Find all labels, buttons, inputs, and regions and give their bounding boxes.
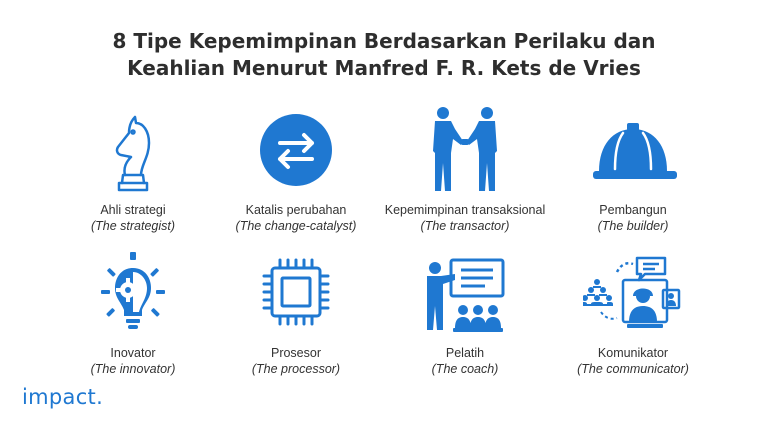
chess-knight-icon — [83, 105, 183, 195]
hard-hat-icon — [583, 105, 683, 195]
item-english-name: (The innovator) — [90, 362, 176, 376]
item-name: Inovator — [110, 346, 156, 360]
leader-type-change-catalyst — [211, 105, 381, 245]
title-line-1: 8 Tipe Kepemimpinan Berdasarkan Perilaku dan — [112, 29, 656, 53]
leader-type-strategist — [48, 105, 218, 245]
page-title — [0, 28, 768, 82]
item-name: Katalis perubahan — [245, 203, 347, 217]
item-english-name: (The communicator) — [577, 362, 689, 376]
item-label — [211, 345, 381, 377]
item-label — [380, 202, 550, 234]
leader-type-innovator — [48, 252, 218, 377]
item-english-name: (The transactor) — [420, 219, 510, 233]
item-label — [548, 202, 718, 234]
item-english-name: (The strategist) — [90, 219, 176, 233]
item-english-name: (The builder) — [597, 219, 669, 233]
video-communication-icon — [583, 252, 683, 342]
leader-type-communicator — [548, 252, 718, 377]
leader-type-builder — [548, 105, 718, 245]
item-name: Kepemimpinan transaksional — [384, 203, 546, 217]
exchange-arrows-icon — [246, 105, 346, 195]
item-english-name: (The coach) — [431, 362, 499, 376]
lightbulb-gear-icon — [83, 252, 183, 342]
item-label — [48, 345, 218, 377]
item-label — [548, 345, 718, 377]
presentation-coach-icon — [415, 252, 515, 342]
item-name: Pelatih — [445, 346, 485, 360]
item-label — [48, 202, 218, 234]
item-label — [380, 345, 550, 377]
processor-chip-icon — [246, 252, 346, 342]
leader-type-coach — [380, 252, 550, 377]
impact-logo: impact. — [22, 385, 104, 409]
title-line-2: Keahlian Menurut Manfred F. R. Kets de Vries — [127, 56, 641, 80]
item-name: Prosesor — [270, 346, 322, 360]
item-english-name: (The change-catalyst) — [235, 219, 357, 233]
item-name: Komunikator — [597, 346, 669, 360]
item-english-name: (The processor) — [251, 362, 341, 376]
leader-type-processor — [211, 252, 381, 377]
item-name: Pembangun — [599, 203, 667, 217]
leader-type-transactor — [380, 105, 550, 255]
handshake-icon — [415, 105, 515, 195]
item-label — [211, 202, 381, 234]
item-name: Ahli strategi — [100, 203, 166, 217]
